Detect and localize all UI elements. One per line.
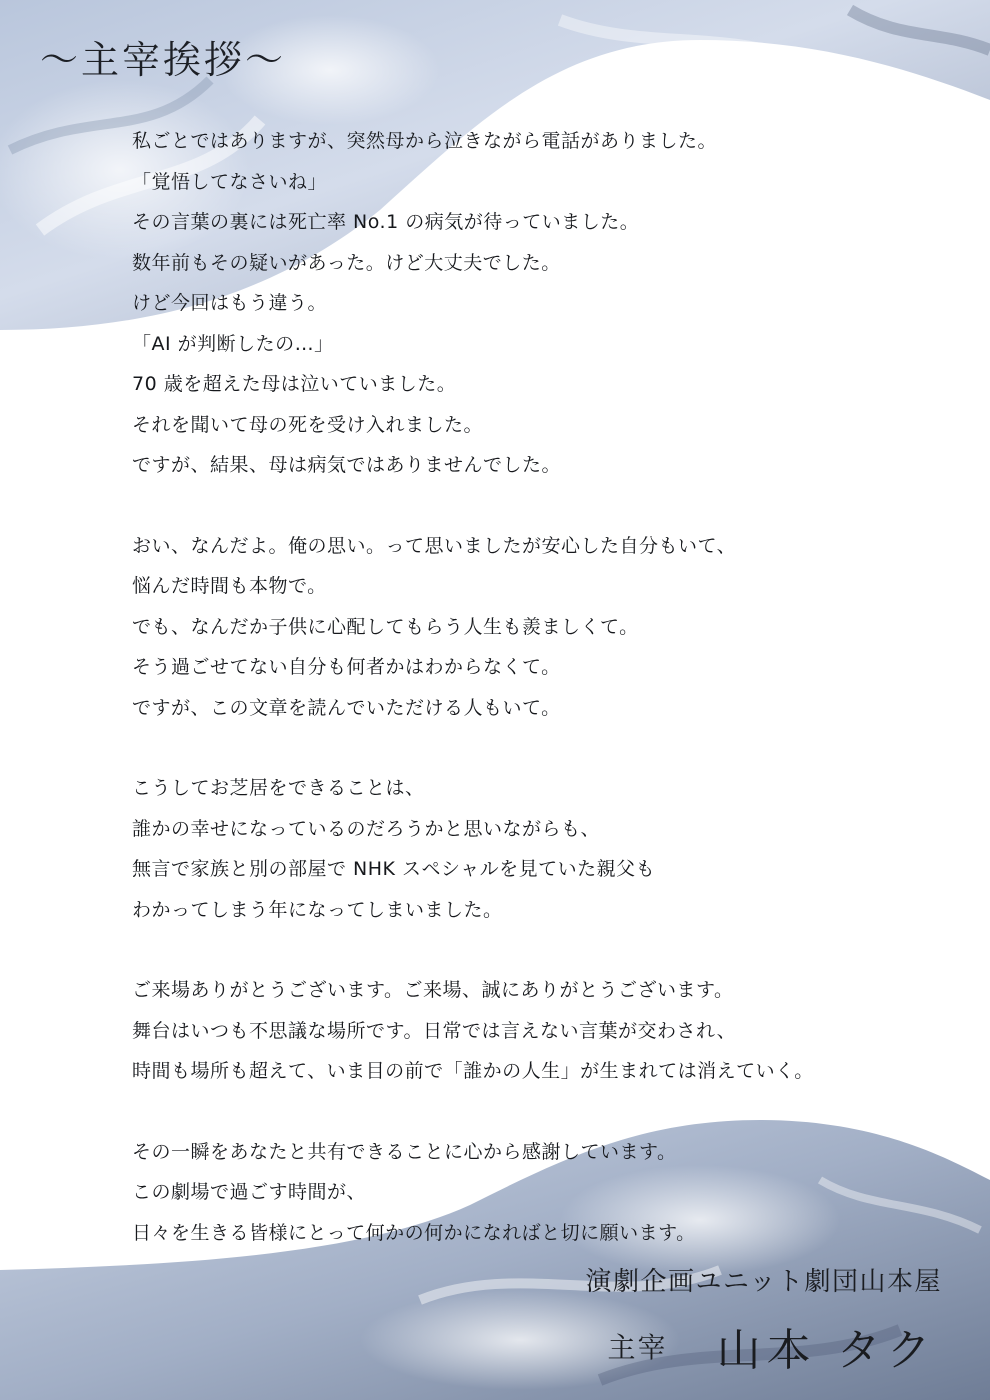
text-line: でも、なんだか子供に心配してもらう人生も羨ましくて。 — [132, 615, 639, 638]
text-line: おい、なんだよ。俺の思い。って思いましたが安心した自分もいて、 — [132, 534, 737, 557]
paragraph — [132, 1132, 952, 1254]
text-line: その一瞬をあなたと共有できることに心から感謝しています。 — [132, 1140, 677, 1163]
text-line: ですが、この文章を読んでいただける人もいて。 — [132, 696, 561, 719]
text-line: わかってしまう年になってしまいました。 — [132, 898, 503, 921]
author-role: 主宰 — [607, 1331, 668, 1364]
text-line: 悩んだ時間も本物で。 — [132, 575, 327, 597]
paragraph — [132, 768, 952, 930]
author-name: 山本 タク — [716, 1325, 937, 1376]
text-line: 日々を生きる皆様にとって何かの何かになればと切に願います。 — [132, 1221, 696, 1244]
text-line: この劇場で過ごす時間が、 — [132, 1181, 367, 1203]
greeting-body — [132, 121, 952, 1293]
signature-block — [586, 1260, 942, 1378]
text-line: 舞台はいつも不思議な場所です。日常では言えない言葉が交わされ、 — [132, 1019, 737, 1042]
text-line: 私ごとではありますが、突然母から泣きながら電話がありました。 — [132, 130, 718, 152]
text-line: 数年前もその疑いがあった。けど大丈夫でした。 — [132, 251, 561, 274]
page-title: 〜主宰挨拶〜 — [40, 38, 287, 82]
text-line: 無言で家族と別の部屋で NHK スペシャルを見ていた親父も — [132, 858, 656, 880]
text-line: 時間も場所も超えて、いま目の前で「誰かの人生」が生まれては消えていく。 — [132, 1060, 814, 1082]
text-line: そう過ごせてない自分も何者かはわからなくて。 — [132, 656, 561, 678]
text-line: 誰かの幸せになっているのだろうかと思いながらも、 — [132, 817, 601, 840]
author-line — [586, 1314, 942, 1378]
text-line: それを聞いて母の死を受け入れました。 — [132, 413, 484, 436]
text-line: 「AI が判断したの…」 — [132, 332, 334, 355]
organization-name: 演劇企画ユニット劇団山本屋 — [585, 1267, 942, 1297]
text-line: けど今回はもう違う。 — [132, 292, 328, 314]
text-line: その言葉の裏には死亡率 No.1 の病気が待っていました。 — [132, 211, 640, 233]
paragraph — [132, 970, 952, 1092]
text-line: ですが、結果、母は病気ではありませんでした。 — [132, 454, 562, 476]
paragraph — [132, 121, 952, 486]
paragraph — [132, 526, 952, 729]
text-line: ご来場ありがとうございます。ご来場、誠にありがとうございます。 — [132, 979, 734, 1001]
text-line: こうしてお芝居をできることは、 — [132, 777, 425, 799]
text-line: 70 歳を超えた母は泣いていました。 — [132, 373, 457, 395]
text-line: 「覚悟してなさいね」 — [132, 170, 328, 193]
